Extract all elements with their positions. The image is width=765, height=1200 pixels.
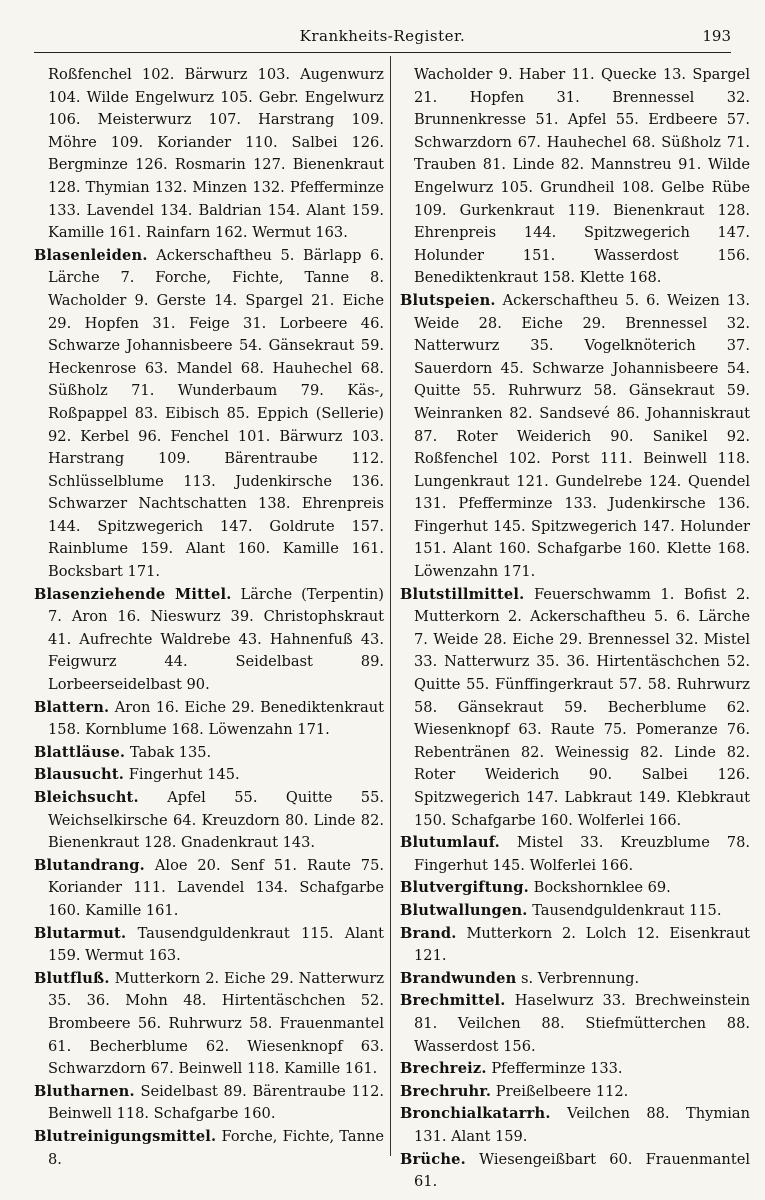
register-entry — [400, 990, 750, 1058]
entry-references: Seidelbast 89. Bärentraube 112. Beinwell 118. Schafgarbe 160. — [48, 1082, 384, 1123]
register-entry — [400, 1103, 750, 1148]
register-entry — [34, 697, 384, 742]
entry-references: Wacholder 9. Haber 11. Quecke 13. Spargel 21. Hopfen 31. Brennessel 32. Brunnenkresse 51. Apfel 55. Erdbeere 57. Schwarzdorn 67. Hauhechel 68. Süßholz 71. Trauben 81. Linde 82. Mannstreu 91. Wilde Engelwurz 105. Grundheil 108. Gelbe Rübe 109. Gurkenkraut 119. Bienenkraut 128. Ehrenpreis 144. Spitzwegerich 147. Holunder 151. Wasserdost 156. Benediktenkraut 158. Klette 168. — [414, 66, 750, 287]
register-entry — [400, 900, 750, 923]
register-entry — [34, 742, 384, 765]
register-entry — [34, 64, 384, 245]
entry-references: Mistel 33. Kreuzblume 78. Fingerhut 145. Wolferlei 166. — [414, 834, 751, 874]
entry-term: Blattern. — [34, 698, 110, 716]
entry-references: s. Verbrennung. — [521, 969, 640, 987]
entry-references: Lärche (Terpentin) 7. Aron 16. Nieswurz 39. Christophskraut 41. Aufrechte Waldrebe 43. Hahnenfuß 43. Feigwurz 44. Seidelbast 89. Lorbeerseidelbast 90. — [48, 585, 385, 694]
register-entry — [400, 1149, 750, 1194]
entry-term: Brechruhr. — [400, 1082, 492, 1100]
entry-references: Wiesengeißbart 60. Frauenmantel 61. — [414, 1150, 750, 1191]
register-entry — [34, 1126, 384, 1171]
entry-references: Veilchen 88. Thymian 131. Alant 159. — [414, 1105, 751, 1145]
page-header — [34, 22, 731, 53]
entry-references: Aloe 20. Senf 51. Raute 75. Koriander 111. Lavendel 134. Schafgarbe 160. Kamille 161. — [48, 856, 384, 919]
entry-references: Haselwurz 33. Brechweinstein 81. Veilchen 88. Stiefmütterchen 88. Wasserdost 156. — [414, 992, 750, 1055]
entry-term: Blattläuse. — [34, 743, 126, 761]
entry-term: Blausucht. — [34, 766, 125, 784]
entry-term: Blutstillmittel. — [400, 585, 525, 603]
entry-references: Fingerhut 145. — [128, 766, 240, 784]
entry-term: Bleichsucht. — [34, 789, 139, 806]
entry-references: Tausendguldenkraut 115. — [532, 901, 722, 919]
register-entry — [34, 1081, 384, 1126]
register-entry — [400, 290, 750, 584]
entry-references: Preißelbeere 112. — [495, 1082, 629, 1100]
entry-term: Bronchialkatarrh. — [400, 1105, 551, 1123]
page-number: 193 — [702, 27, 731, 45]
entry-references: Mutterkorn 2. Eiche 29. Natterwurz 35. 36. Mohn 48. Hirtentäschchen 52. Brombeere 56. Ruhrwurz 58. Frauenmantel 61. Becherblume 62. Wiesenknopf 63. Schwarzdorn 67. Beinwell 118. Kamille 161. — [48, 969, 385, 1078]
entry-references: Tausendguldenkraut 115. Alant 159. Wermut 163. — [48, 924, 384, 965]
register-entry — [400, 877, 750, 900]
entry-term: Brechreiz. — [400, 1060, 487, 1078]
entry-references: Ackerschaftheu 5. Bärlapp 6. Lärche 7. Forche, Fichte, Tanne 8. Wacholder 9. Gerste 14. Spargel 21. Eiche 29. Hopfen 31. Feige 31. Lorbeere 46. Schwarze Johannisbeere 54. Gänsekraut 59. Heckenrose 63. Mandel 68. Hauhechel 68. Süßholz 71. Wunderbaum 79. Käs-, Roßpappel 83. Eibisch 85. Eppich (Sellerie) 92. Kerbel 96. Fenchel 101. Bärwurz 103. Harstrang 109. Bärentraube 112. Schlüsselblume 113. Judenkirsche 136. Schwarzer Nachtschatten 138. Ehrenpreis 144. Spitzwegerich 147. Goldrute 157. Rainblume 159. Alant 160. Kamille 161. Bocksbart 171. — [48, 246, 385, 581]
entry-term: Blutreinigungsmittel. — [34, 1127, 217, 1145]
register-entry — [400, 832, 750, 877]
entry-references: Mutterkorn 2. Lolch 12. Eisenkraut 121. — [414, 924, 750, 965]
register-entry — [34, 923, 384, 968]
entry-term: Blutarmut. — [34, 924, 127, 942]
entry-term: Brüche. — [400, 1150, 466, 1168]
entry-term: Blutandrang. — [34, 856, 145, 874]
entry-references: Bockshornklee 69. — [533, 879, 671, 897]
entry-references: Aron 16. Eiche 29. Benediktenkraut 158. Kornblume 168. Löwenzahn 171. — [48, 698, 385, 739]
register-entry — [400, 1058, 750, 1081]
register-entry — [34, 764, 384, 787]
entry-references: Tabak 135. — [129, 743, 212, 761]
entry-term: Blutwallungen. — [400, 901, 528, 919]
entry-term: Blutumlauf. — [400, 834, 500, 852]
entry-term: Blutharnen. — [34, 1082, 135, 1100]
entry-references: Roßfenchel 102. Bärwurz 103. Augenwurz 104. Wilde Engelwurz 105. Gebr. Engelwurz 106. Meisterwurz 107. Harstrang 109. Möhre 109. Koriander 110. Salbei 126. Bergminze 126. Rosmarin 127. Bienenkraut 128. Thymian 132. Minzen 132. Pfefferminze 133. Lavendel 134. Baldrian 154. Alant 159. Kamille 161. Rainfarn 162. Wermut 163. — [48, 66, 384, 242]
entry-term: Blutfluß. — [34, 969, 110, 987]
entry-term: Blasenleiden. — [34, 246, 148, 264]
column-divider — [390, 56, 391, 1156]
entry-term: Blutvergiftung. — [400, 879, 529, 897]
register-entry — [400, 968, 750, 991]
entry-references: Feuerschwamm 1. Bofist 2. Mutterkorn 2. Ackerschaftheu 5. 6. Lärche 7. Weide 28. Eiche 29. Brennessel 32. Mistel 33. Natterwurz 35. 36. Hirtentäschchen 52. Quitte 55. Fünffingerkraut 57. 58. Ruhrwurz 58. Gänsekraut 59. Becherblume 62. Wiesenknopf 63. Raute 75. Pomeranze 76. Rebentränen 82. Weinessig 82. Linde 82. Roter Weiderich 90. Salbei 126. Spitzwegerich 147. Labkraut 149. Klebkraut 150. Schafgarbe 160. Wolferlei 166. — [414, 585, 750, 829]
entry-references: Ackerschaftheu 5. 6. Weizen 13. Weide 28. Eiche 29. Brennessel 32. Natterwurz 35. Vogelknöterich 37. Sauerdorn 45. Schwarze Johannisbeere 54. Quitte 55. Ruhrwurz 58. Gänsekraut 59. Weinranken 82. Sandsevé 86. Johanniskraut 87. Roter Weiderich 90. Sanikel 92. Roßfenchel 102. Porst 111. Beinwell 118. Lungenkraut 121. Gundelrebe 124. Quendel 131. Pfefferminze 133. Judenkirsche 136. Fingerhut 145. Spitzwegerich 147. Holunder 151. Alant 160. Schafgarbe 160. Klette 168. Löwenzahn 171. — [414, 291, 750, 581]
register-entry — [400, 64, 750, 290]
entry-term: Brand. — [400, 924, 457, 942]
register-entry — [400, 584, 750, 833]
register-entry — [34, 855, 384, 923]
running-title: Krankheits-Register. — [299, 27, 466, 45]
left-column — [34, 64, 384, 1171]
register-entry — [400, 1081, 750, 1104]
register-entry — [400, 923, 750, 968]
right-column — [400, 64, 750, 1194]
register-entry — [34, 245, 384, 584]
register-entry — [34, 584, 384, 697]
entry-references: Forche, Fichte, Tanne 8. — [48, 1127, 384, 1168]
register-entry — [34, 787, 384, 855]
entry-term: Blutspeien. — [400, 291, 496, 309]
entry-references: Pfefferminze 133. — [491, 1060, 623, 1078]
entry-references: Apfel 55. Quitte 55. Weichselkirsche 64. Kreuzdorn 80. Linde 82. Bienenkraut 128. Gnadenkraut 143. — [48, 789, 384, 852]
entry-term: Blasenziehende Mittel. — [34, 585, 232, 603]
entry-term: Brandwunden — [400, 969, 517, 987]
register-entry — [34, 968, 384, 1081]
entry-term: Brechmittel. — [400, 992, 506, 1010]
